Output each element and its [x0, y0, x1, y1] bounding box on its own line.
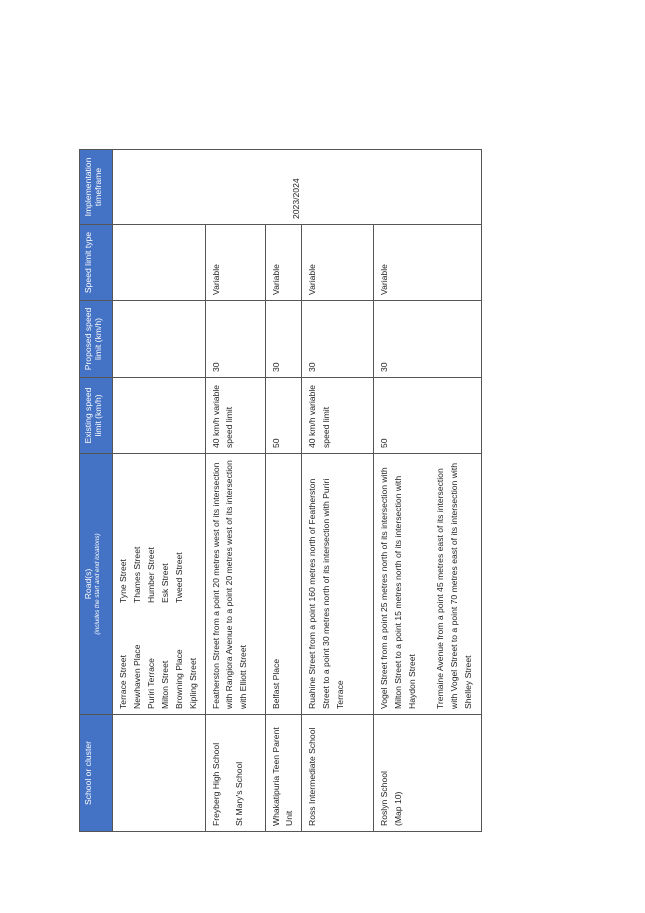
- proposed-limit-cell: 30: [205, 301, 265, 378]
- road-name: Puriri Terrace: [145, 658, 156, 709]
- existing-limit-cell: 40 km/h variable speed limit: [302, 378, 374, 454]
- table-header-row: [80, 150, 113, 832]
- road-name: Tweed Street: [173, 552, 184, 603]
- existing-limit-cell: 50: [374, 378, 482, 454]
- road-name: Newhaven Place: [131, 644, 142, 709]
- school-cell: Whakatipuria Teen Parent Unit: [265, 715, 302, 832]
- existing-limit-cell: [113, 378, 206, 454]
- limit-type-cell: Variable: [374, 225, 482, 301]
- school-name: Freyberg High School: [210, 742, 221, 826]
- roads-cell: Ruahine Street from a point 160 metres north of Featherston Street to a point 30 metres north of its intersection with Puriri Terrace: [302, 454, 374, 715]
- roads-cell: [113, 454, 206, 715]
- limit-type-cell: Variable: [265, 225, 302, 301]
- header-roads-subtitle: (includes the start and end locations): [94, 533, 102, 635]
- road-list: [117, 459, 201, 709]
- proposed-limit-cell: 30: [265, 301, 302, 378]
- table-row: [113, 150, 206, 832]
- school-name: Roslyn School: [379, 771, 390, 826]
- school-cell: [374, 715, 482, 832]
- road-name: Thames Street: [131, 546, 142, 603]
- road-name: Milton Street: [159, 660, 170, 709]
- timeframe-value: 2023/2024: [291, 178, 302, 219]
- roads-cell: [374, 454, 482, 715]
- road-name: Tyne Street: [118, 559, 128, 603]
- road-name: Humber Street: [145, 547, 156, 603]
- limit-type-cell: [113, 225, 206, 301]
- header-roads: Road(s) (includes the start and end locations): [80, 454, 113, 715]
- table-row: [302, 150, 374, 832]
- header-school: School or cluster: [80, 715, 113, 832]
- table-row: [265, 150, 302, 832]
- road-description: Tremaine Avenue from a point 45 metres east of its intersection with Vogel Street to a point 70 metres east of its intersection with Shelley Street: [435, 462, 473, 709]
- road-name: Kipling Street: [187, 657, 198, 709]
- school-cell: Ross Intermediate School: [302, 715, 374, 832]
- roads-cell: Belfast Place: [265, 454, 302, 715]
- road-description: Vogel Street from a point 25 metres north of its intersection with Milton Street to a point 15 metres north of its intersection with Haydon Street: [379, 467, 418, 709]
- existing-limit-cell: 50: [265, 378, 302, 454]
- table-row: [205, 150, 265, 832]
- road-name: Esk Street: [159, 563, 170, 603]
- header-timeframe: Implementation timeframe: [80, 150, 113, 225]
- limit-type-cell: Variable: [205, 225, 265, 301]
- school-cell: [113, 715, 206, 832]
- limit-type-cell: Variable: [302, 225, 374, 301]
- proposed-limit-cell: [113, 301, 206, 378]
- school-name: St Mary's School: [234, 761, 245, 826]
- road-name: Terrace Street: [118, 655, 128, 709]
- roads-cell: Featherston Street from a point 20 metres west of its intersection with Rangiora Avenue to a point 20 metres west of its intersection with Elliott Street: [205, 454, 265, 715]
- header-limit-type: Speed limit type: [80, 225, 113, 301]
- proposed-limit-cell: 30: [374, 301, 482, 378]
- proposed-limit-cell: 30: [302, 301, 374, 378]
- header-proposed-limit: Proposed speed limit (km/h): [80, 301, 113, 378]
- road-name: Browning Place: [173, 649, 184, 709]
- rotated-page-content: [79, 150, 513, 832]
- school-cell: [205, 715, 265, 832]
- timeframe-cell: [113, 150, 482, 225]
- speed-limit-table: [79, 149, 482, 832]
- map-reference: (Map 10): [393, 791, 404, 826]
- header-existing-limit: Existing speed limit (km/h): [80, 378, 113, 454]
- table-row: [374, 150, 482, 832]
- existing-limit-cell: 40 km/h variable speed limit: [205, 378, 265, 454]
